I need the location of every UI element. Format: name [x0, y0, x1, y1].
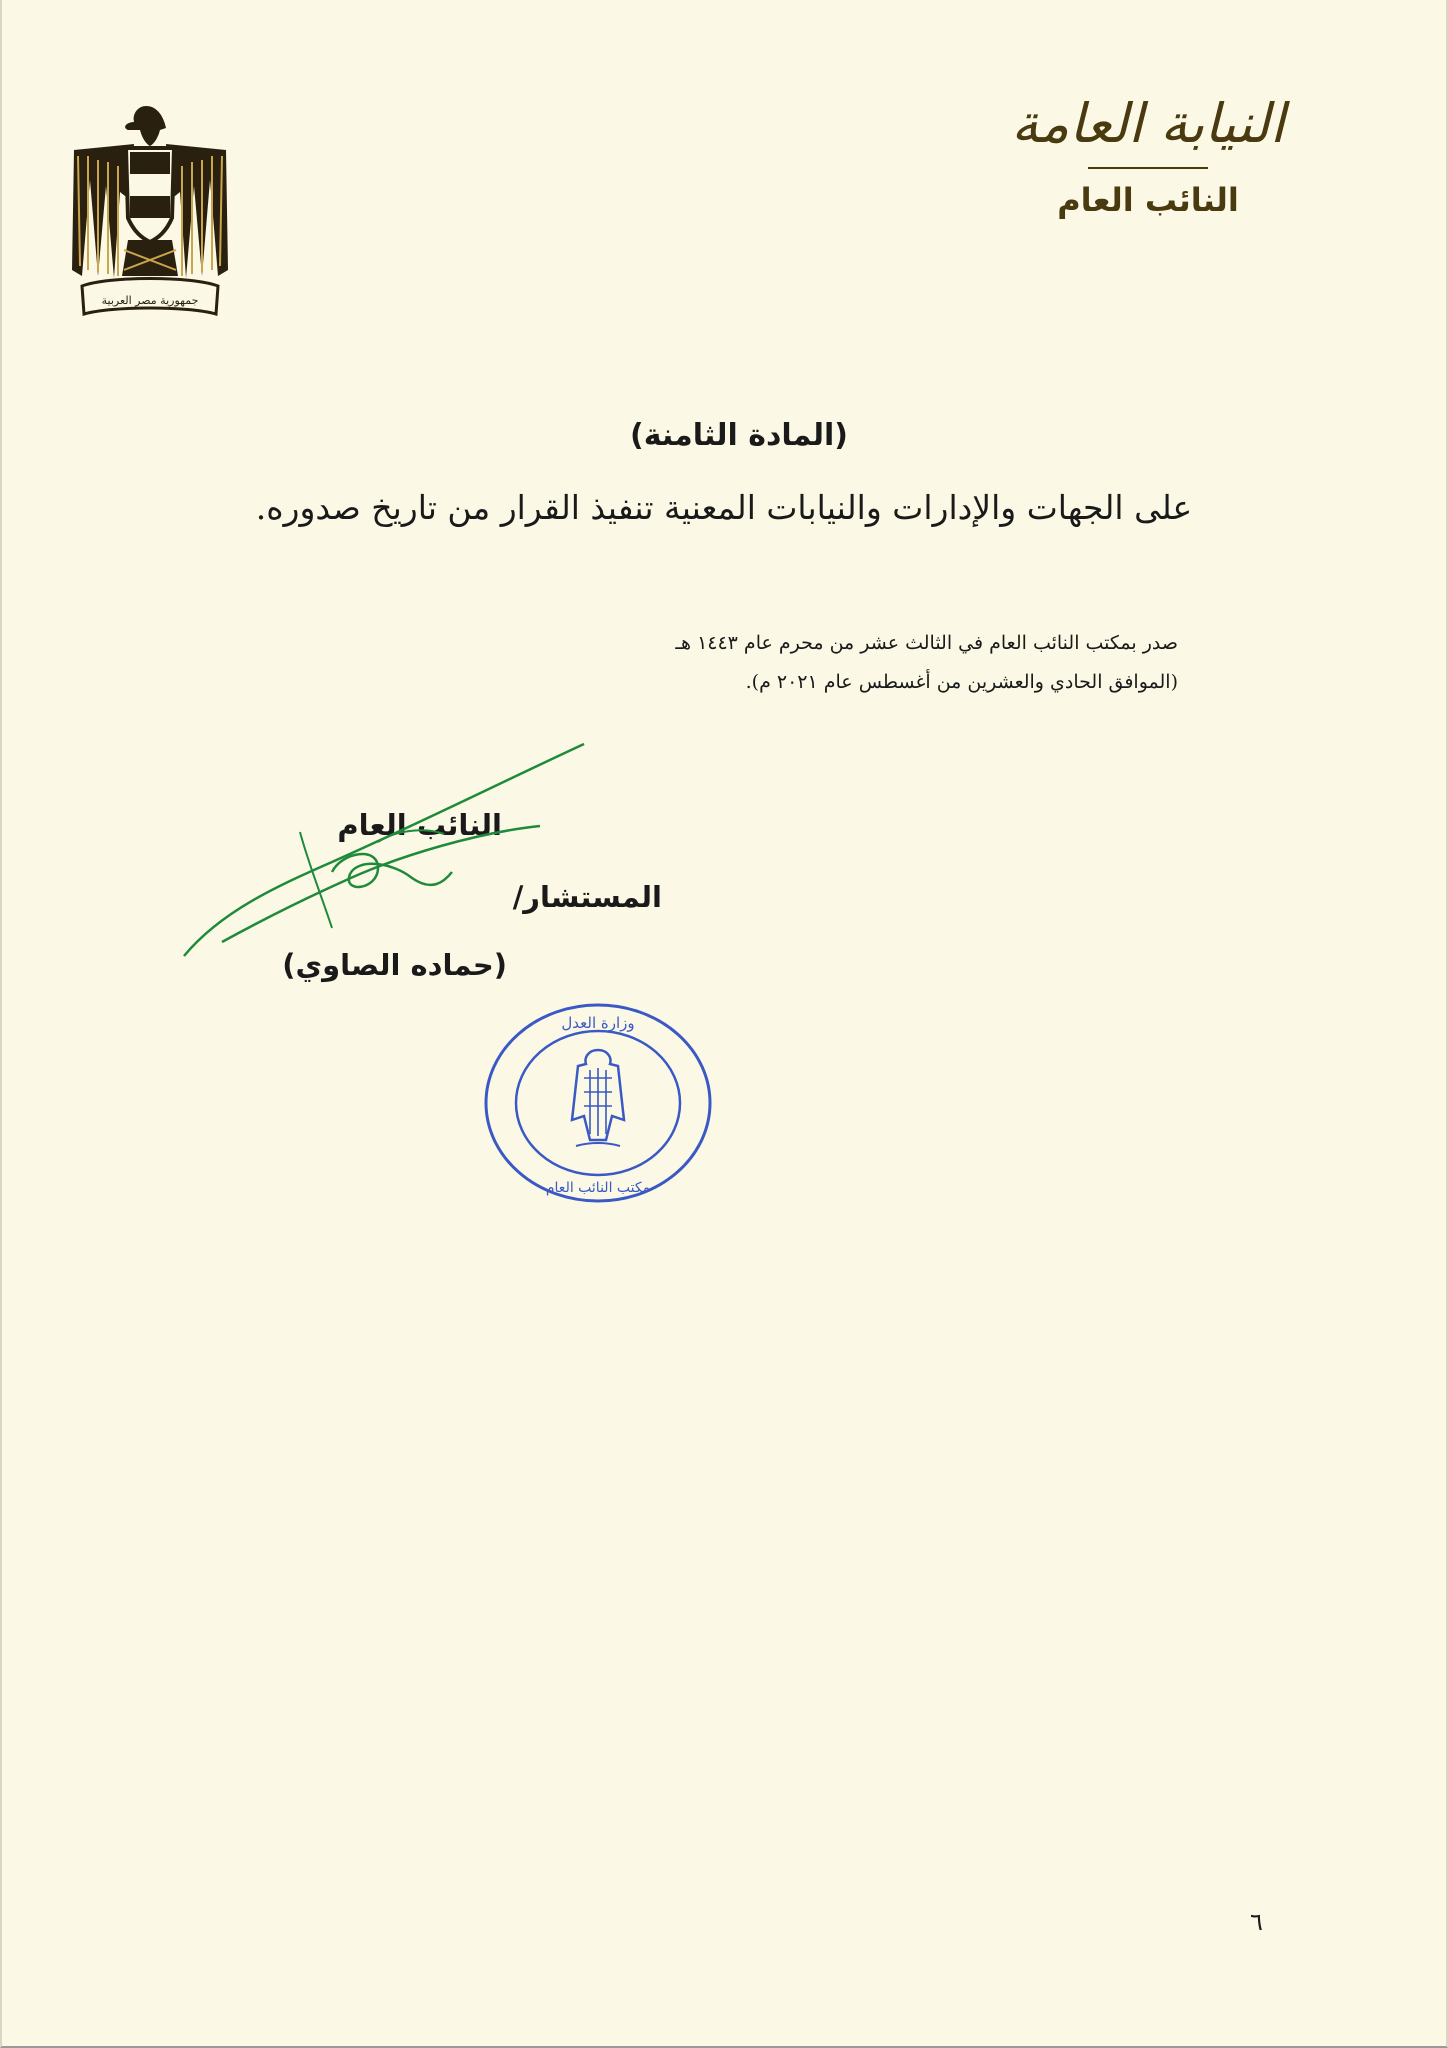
letterhead-title: النيابة العامة [1011, 92, 1285, 155]
stamp-text-bottom: مكتب النائب العام [545, 1180, 651, 1196]
signatory-title: النائب العام [337, 808, 502, 842]
letterhead-subtitle: النائب العام [1057, 180, 1239, 219]
article-text: على الجهات والإدارات والنيابات المعنية تنفيذ القرار من تاريخ صدوره. [255, 488, 1193, 527]
issued-line-gregorian: (الموافق الحادي والعشرين من أغسطس عام ٢٠٢١ م). [745, 671, 1178, 693]
signatory-role: المستشار/ [512, 880, 662, 914]
issued-line-hijri: صدر بمكتب النائب العام في الثالث عشر من محرم عام ١٤٤٣ هـ [675, 632, 1178, 654]
article-heading: (المادة الثامنة) [630, 418, 848, 453]
stamp-text-top: وزارة العدل [561, 1014, 635, 1032]
page-number: ٦ [1250, 1908, 1263, 1936]
official-stamp [480, 1000, 716, 1206]
eagle-emblem-icon [68, 100, 232, 322]
stamp-eagle-icon [572, 1050, 624, 1146]
signatory-name: (حماده الصاوي) [282, 948, 507, 982]
issued-statement [558, 624, 1178, 702]
emblem-banner-text: جمهورية مصر العربية [101, 294, 199, 307]
handwritten-signature [182, 742, 592, 970]
letterhead-divider [1088, 167, 1208, 169]
letterhead [968, 92, 1328, 219]
